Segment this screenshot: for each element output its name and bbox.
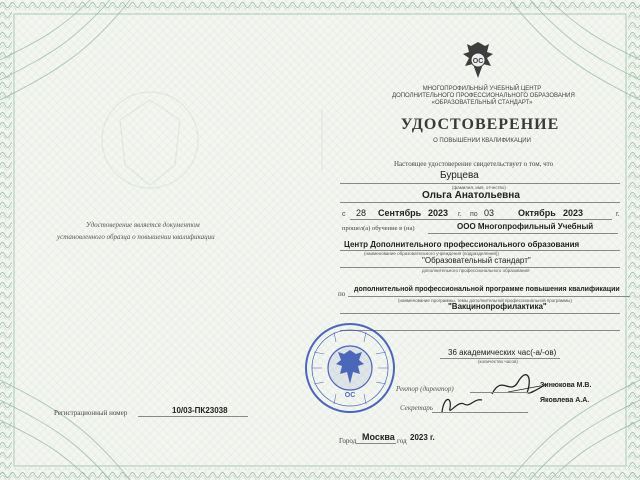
study-label: прошел(а) обучение в (на) [342, 225, 415, 232]
program-line-1: дополнительной профессиональной программе повышения квалификации [354, 286, 620, 293]
stamp-text: ОС [344, 392, 356, 399]
date-from-day: 28 [356, 208, 367, 218]
reg-line [138, 416, 248, 417]
name-line [340, 202, 620, 203]
surname-value: Бурцева [440, 170, 479, 181]
secretary-signature [436, 390, 486, 418]
secretary-line [432, 412, 528, 413]
org-line-a [428, 233, 618, 234]
program-label: по [338, 290, 346, 298]
date-from-year: 2023 [428, 208, 449, 218]
date-po-label: по [470, 211, 478, 218]
fio-hint: (фамилия, имя, отчество) [452, 185, 506, 190]
reg-number: 10/03-ПК23038 [172, 406, 228, 415]
dates-line [350, 219, 612, 220]
rector-signature [488, 370, 548, 400]
program-hint: (наименование программы, темы дополнительной профессиональной программы) [398, 298, 572, 303]
date-to-year: 2023 [563, 208, 584, 218]
year-label: год [397, 437, 407, 445]
date-c-label: с [342, 211, 346, 218]
intro-text: Настоящее удостоверение свидетельствует о том, что [394, 160, 554, 168]
program-line-b [340, 313, 620, 314]
org-name-3: "Образовательный стандарт" [422, 256, 531, 265]
hours-value: 36 академических час(-а/-ов) [448, 348, 557, 357]
left-note-1: Удостоверение является документом [86, 221, 200, 229]
left-note-2: установленного образца о повышении квалификации [57, 233, 215, 241]
org-line-2: ДОПОЛНИТЕЛЬНОГО ПРОФЕССИОНАЛЬНОГО ОБРАЗОВАНИЯ [392, 93, 575, 99]
org-hint-2: дополнительного профессионального образования [422, 268, 530, 273]
reg-label: Регистрационный номер [54, 409, 128, 417]
official-stamp [304, 322, 396, 414]
org-line-3: «ОБРАЗОВАТЕЛЬНЫЙ СТАНДАРТ» [431, 100, 533, 106]
date-to-day: 03 [484, 208, 495, 218]
org-hint: (наименование образовательного учреждения (подразделения)) [364, 251, 499, 256]
document-subtitle: О ПОВЫШЕНИИ КВАЛИФИКАЦИИ [433, 138, 531, 144]
program-line-2: "Вакцинопрофилактика" [448, 302, 547, 311]
date-g-label: г. [458, 211, 462, 218]
name-value: Ольга Анатольевна [422, 190, 520, 201]
hours-hint: (количество часов) [478, 359, 518, 364]
secretary-name: Яковлева А.А. [540, 397, 590, 404]
eagle-emblem-icon [459, 40, 497, 80]
secretary-label: Секретарь [400, 404, 433, 412]
surname-line [340, 183, 620, 184]
rector-name: Зинюкова М.В. [540, 382, 592, 389]
org-line-1: МНОГОПРОФИЛЬНЫЙ УЧЕБНЫЙ ЦЕНТР [422, 86, 542, 92]
program-line-a [348, 296, 630, 297]
rector-label: Ректор (директор) [396, 385, 454, 393]
date-from-month: Сентябрь [378, 208, 422, 218]
city-value: Москва [362, 432, 395, 442]
year-value: 2023 г. [410, 433, 435, 442]
logo-text: ОС [472, 58, 484, 65]
org-logo [459, 40, 497, 80]
city-label: Город [339, 437, 357, 445]
date-to-month: Октябрь [518, 208, 556, 218]
document-title: УДОСТОВЕРЕНИЕ [400, 116, 560, 133]
city-line [356, 443, 396, 444]
org-name-1: ООО Многопрофильный Учебный [457, 222, 594, 231]
org-name-2: Центр Дополнительного профессионального образования [344, 240, 580, 249]
date-g-end-label: г. [616, 211, 620, 218]
